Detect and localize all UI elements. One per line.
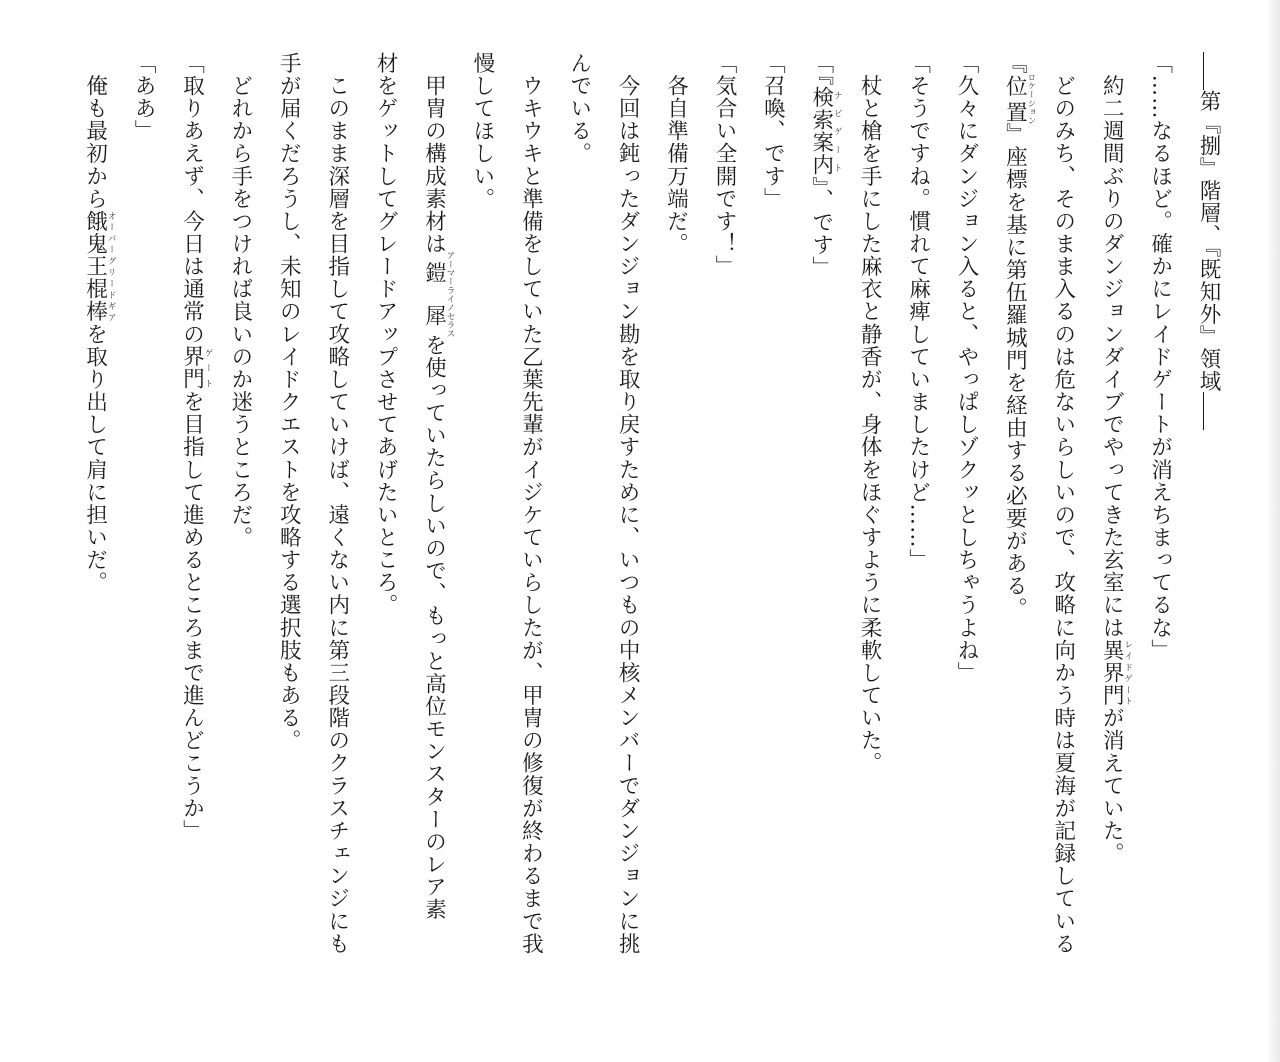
- text-line: [264, 52, 312, 1042]
- text-line: [167, 52, 215, 1042]
- vertical-text-body: [70, 52, 1232, 1042]
- ruby-reading: ナビゲート: [832, 86, 843, 177]
- text-line: [700, 52, 748, 1042]
- text-segment: 「久々にダンジョン入ると、やっぱしゾクッとしちゃうよね」: [953, 52, 979, 685]
- text-line: [893, 52, 941, 1042]
- text-segment: 約二週間ぶりのダンジョンダイブでやってきた玄室には: [1099, 52, 1125, 639]
- ruby-reading: オーバーグリードギア: [106, 210, 117, 323]
- text-segment: このまま深層を目指して攻略していけば、遠くない内に第三段階のクラスチェンジにも: [324, 52, 350, 955]
- text-line: [1135, 52, 1183, 1042]
- text-line: [796, 52, 844, 1042]
- text-segment: 』、です」: [808, 176, 834, 279]
- text-line: [603, 52, 651, 1042]
- text-segment: 「……なるほど。確かにレイドゲートが消えちまってるな」: [1147, 52, 1173, 662]
- ruby-term: 異界門レイドゲート: [1099, 638, 1133, 707]
- text-line: [458, 52, 506, 1042]
- text-line: [1038, 52, 1086, 1042]
- text-segment: 「気合い全開です！」: [711, 52, 737, 278]
- ruby-reading: レイドゲート: [1122, 638, 1133, 707]
- ruby-reading: アーマーライノセラス: [445, 251, 455, 338]
- text-segment: 各自準備万端だ。: [663, 52, 689, 256]
- page-edge-shadow: [1266, 0, 1280, 1062]
- text-line: [942, 52, 990, 1042]
- text-line: [651, 52, 699, 1042]
- text-line: [748, 52, 796, 1042]
- text-segment: 杖と槍を手にした麻衣と静香が、身体をほぐすように柔軟していた。: [857, 52, 883, 775]
- text-segment: 』座標を基に第伍羅城門を経由する必要がある。: [1002, 123, 1028, 620]
- text-segment: 手が届くだろうし、未知のレイドクエストを攻略する選択肢もある。: [276, 52, 302, 752]
- text-line: [361, 52, 409, 1042]
- text-segment: 「召喚、です」: [760, 52, 786, 211]
- text-segment: 甲冑の構成素材は: [421, 52, 447, 256]
- ruby-reading: ロケーション: [1025, 72, 1036, 125]
- text-line: [70, 52, 118, 1042]
- text-segment: 『: [1002, 52, 1028, 75]
- chapter-heading-text: 第『捌』階層、『既知外』領域: [1196, 90, 1221, 393]
- ruby-term: 餓鬼王棍棒オーバーグリードギア: [82, 210, 117, 323]
- text-line: [119, 52, 167, 1042]
- text-line: [845, 52, 893, 1042]
- text-segment: ウキウキと準備をしていた乙葉先輩がイジケていらしたが、甲冑の修復が終わるまで我: [518, 52, 544, 955]
- heading-trail-dash: [1203, 392, 1204, 430]
- text-segment: 材をゲットしてグレードアップさせてあげたいところ。: [373, 52, 399, 617]
- chapter-heading: [1184, 52, 1232, 1042]
- text-segment: んでいる。: [566, 52, 592, 165]
- text-line: [1087, 52, 1135, 1042]
- text-segment: 「ああ」: [131, 52, 157, 143]
- text-segment: どのみち、そのまま入るのは危ないらしいので、攻略に向かう時は夏海が記録している: [1050, 52, 1076, 955]
- text-segment: を取り出して肩に担いだ。: [82, 322, 108, 594]
- ruby-reading: ゲート: [202, 345, 213, 391]
- text-segment: どれから手をつければ良いのか迷うところだ。: [227, 52, 253, 549]
- ruby-term: 検索案内ナビゲート: [808, 86, 843, 177]
- text-segment: 「『: [808, 52, 834, 87]
- text-line: [312, 52, 360, 1042]
- text-line: [215, 52, 263, 1042]
- text-line: [506, 52, 554, 1042]
- text-segment: 慢してほしい。: [469, 52, 495, 211]
- text-segment: 「そうですね。慣れて麻痺していましたけど……」: [905, 52, 931, 572]
- ruby-term: 界門ゲート: [179, 345, 213, 391]
- text-line: [990, 52, 1038, 1042]
- text-segment: 今回は鈍ったダンジョン勘を取り戻すために、いつもの中核メンバーでダンジョンに挑: [615, 52, 641, 955]
- text-line: [409, 52, 457, 1042]
- text-segment: を使っていたらしいので、もっと高位モンスターのレア素: [421, 333, 447, 921]
- heading-lead-dash: [1203, 52, 1204, 90]
- ruby-term: 位置ロケーション: [1002, 72, 1036, 125]
- ruby-term: 鎧犀アーマーライノセラス: [421, 251, 455, 338]
- text-line: [554, 52, 602, 1042]
- text-segment: 「取りあえず、今日は通常の: [179, 52, 205, 346]
- text-segment: 俺も最初から: [82, 52, 108, 211]
- text-segment: が消えていた。: [1099, 706, 1125, 865]
- text-segment: を目指して進めるところまで進んどこうか」: [179, 390, 205, 843]
